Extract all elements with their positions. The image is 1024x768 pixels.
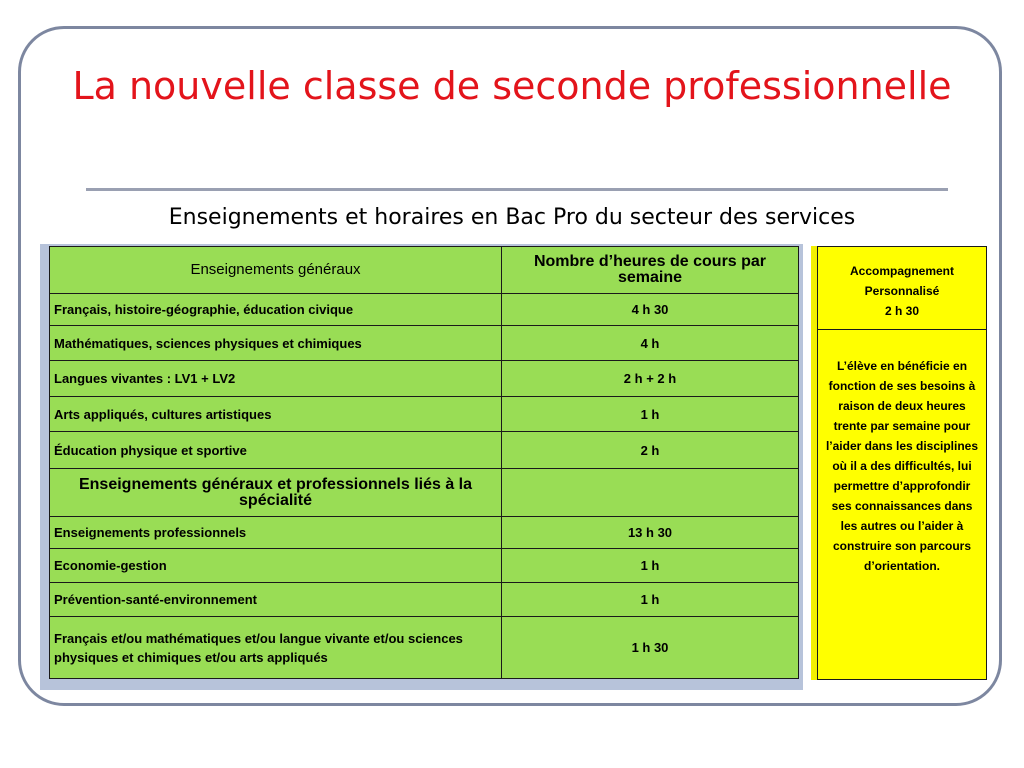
hours-cell: 4 h — [502, 326, 799, 361]
table-row — [50, 517, 799, 549]
hours-cell: 4 h 30 — [502, 294, 799, 326]
subject-cell: Français, histoire-géographie, éducation civique — [50, 294, 502, 326]
subject-cell: Mathématiques, sciences physiques et chimiques — [50, 326, 502, 361]
table-row — [50, 397, 799, 432]
main-table-shadow — [40, 244, 803, 690]
sidebar-heading-line3: 2 h 30 — [884, 304, 920, 318]
slide-title: La nouvelle classe de seconde professionnelle — [72, 64, 952, 108]
sidebar-body-row — [818, 330, 987, 680]
slide-subtitle: Enseignements et horaires en Bac Pro du secteur des services — [168, 205, 856, 230]
table-row — [50, 617, 799, 679]
table-row — [50, 361, 799, 397]
header-subjects: Enseignements généraux — [50, 247, 502, 294]
hours-cell: 1 h 30 — [502, 617, 799, 679]
table-header-row — [50, 247, 799, 294]
sidebar-heading-row — [818, 247, 987, 330]
hours-cell: 1 h — [502, 583, 799, 617]
subject-cell: Economie-gestion — [50, 549, 502, 583]
section-header-row — [50, 469, 799, 517]
table-row — [50, 326, 799, 361]
hours-cell: 13 h 30 — [502, 517, 799, 549]
sidebar-heading-line1: Accompagnement — [849, 264, 955, 278]
hours-cell: 2 h + 2 h — [502, 361, 799, 397]
table-row — [50, 549, 799, 583]
subject-cell: Éducation physique et sportive — [50, 432, 502, 469]
subject-cell: Arts appliqués, cultures artistiques — [50, 397, 502, 432]
subject-cell: Prévention-santé-environnement — [50, 583, 502, 617]
subject-cell: Français et/ou mathématiques et/ou langue vivante et/ou sciences physiques et chimiques et/ou arts appliqués — [50, 617, 502, 679]
table-row — [50, 432, 799, 469]
hours-table — [49, 246, 799, 679]
sidebar-body: L’élève en bénéficie en fonction de ses besoins à raison de deux heures trente par semaine pour l’aider dans les disciplines où il a des difficultés, lui permettre d’approfondir ses connaissances dans les autres ou l’aider à construire son parcours d’orientation. — [818, 330, 987, 680]
accompaniment-box — [817, 246, 987, 680]
subject-cell: Langues vivantes : LV1 + LV2 — [50, 361, 502, 397]
table-row — [50, 294, 799, 326]
header-hours: Nombre d’heures de cours par semaine — [502, 247, 799, 294]
hours-cell: 1 h — [502, 549, 799, 583]
section2-header: Enseignements généraux et professionnels liés à la spécialité — [50, 469, 502, 517]
table-row — [50, 583, 799, 617]
sidebar-heading — [818, 247, 987, 330]
subject-cell: Enseignements professionnels — [50, 517, 502, 549]
sidebar-heading-line2: Personnalisé — [864, 284, 940, 298]
section2-header-empty — [502, 469, 799, 517]
hours-cell: 1 h — [502, 397, 799, 432]
hours-cell: 2 h — [502, 432, 799, 469]
title-divider — [86, 188, 948, 191]
